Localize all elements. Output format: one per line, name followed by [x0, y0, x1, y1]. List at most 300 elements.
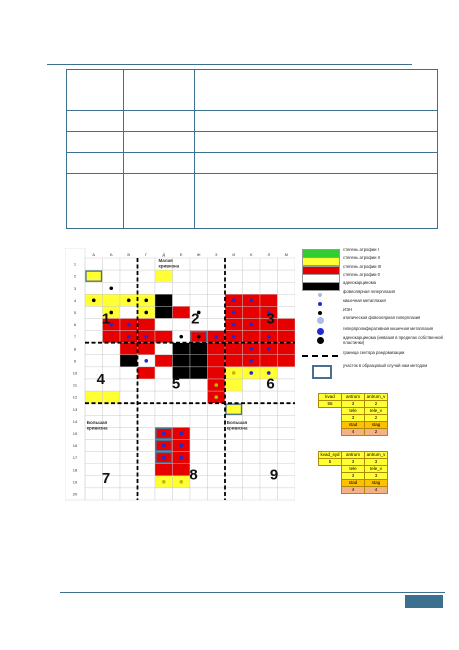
grid-cell — [208, 488, 226, 500]
grid-cell — [225, 464, 243, 476]
legend-label: гиперпролиферативная кишечная метаплазия — [343, 326, 434, 331]
column-label: З — [215, 252, 218, 257]
mini-table-2 — [318, 451, 388, 494]
grid-cell — [138, 391, 156, 403]
grid-cell — [173, 306, 191, 318]
grid-cell — [120, 403, 138, 415]
grid-cell — [190, 427, 208, 439]
curvature-label-small: Малая — [158, 258, 173, 263]
curvature-label-small: кривизна — [158, 263, 180, 269]
row-label: 6 — [73, 322, 77, 328]
grid-cell — [208, 319, 226, 331]
legend-label: аденокарцинома (инвазия в пределах собственной пластинки) — [343, 335, 443, 345]
legend-symbol — [302, 328, 338, 335]
grid-cell — [243, 282, 261, 294]
grid-cell — [120, 379, 138, 391]
grid-cell — [260, 403, 278, 415]
row-label: 1 — [73, 261, 77, 267]
mini-table-cell: 2 — [365, 401, 388, 408]
grid-cell — [155, 415, 173, 427]
grid-cell — [85, 258, 103, 270]
grid-cell — [190, 379, 208, 391]
metaplasia-dot — [214, 395, 218, 399]
legend-label: ИЭН — [343, 307, 353, 312]
grid-cell — [243, 391, 261, 403]
grid-cell — [155, 294, 173, 306]
grid-cell — [85, 440, 103, 452]
grid-cell — [208, 403, 226, 415]
grid-cell — [120, 452, 138, 464]
grid-cell — [278, 476, 296, 488]
mini-table-cell: 3 — [342, 401, 365, 408]
column-label: К — [250, 252, 253, 257]
grid-cell — [173, 488, 191, 500]
grid-cell — [278, 355, 296, 367]
mini-table-cell — [319, 487, 342, 494]
grid-cell — [120, 391, 138, 403]
mini-table-cell: antrum_v — [365, 452, 388, 459]
metaplasia-dot — [197, 335, 201, 339]
grid-cell — [243, 306, 261, 318]
metaplasia-dot — [249, 359, 253, 363]
grid-cell — [208, 440, 226, 452]
grid-cell — [120, 258, 138, 270]
grid-cell — [208, 282, 226, 294]
grid-cell — [103, 258, 121, 270]
metaplasia-dot — [162, 456, 166, 460]
legend-symbol — [312, 365, 332, 379]
column-label: Д — [162, 252, 166, 257]
sector-number: 8 — [189, 466, 198, 484]
table-cell — [124, 153, 195, 174]
bottom-rule — [60, 592, 445, 593]
mini-table-cell: stad — [342, 480, 365, 487]
metaplasia-dot — [232, 371, 236, 375]
grid-cell — [190, 294, 208, 306]
mini-table-cell: stag — [365, 480, 388, 487]
row-label: 8 — [73, 346, 77, 352]
table-cell — [195, 153, 438, 174]
metaplasia-dot — [109, 286, 113, 290]
metaplasia-dot — [144, 311, 148, 315]
grid-cell — [243, 440, 261, 452]
curvature-label-large-right: Большая — [226, 419, 248, 425]
grid-cell — [243, 258, 261, 270]
mini-table-cell: 3 — [365, 459, 388, 466]
grid-cell — [103, 294, 121, 306]
mini-table-cell — [319, 466, 342, 473]
mini-table-cell: 5 — [319, 459, 342, 466]
grid-cell — [260, 488, 278, 500]
grid-cell — [225, 488, 243, 500]
row-label: 13 — [72, 406, 78, 412]
grid-cell — [138, 464, 156, 476]
grid-cell — [155, 319, 173, 331]
column-label: А — [92, 252, 96, 257]
grid-cell — [278, 294, 296, 306]
grid-cell — [190, 488, 208, 500]
grid-cell — [138, 367, 156, 379]
grid-cell — [278, 452, 296, 464]
grid-cell — [190, 403, 208, 415]
legend-dot-icon — [317, 328, 324, 335]
grid-cell — [155, 343, 173, 355]
header-table — [66, 69, 438, 229]
grid-cell — [120, 476, 138, 488]
grid-cell — [190, 343, 208, 355]
grid-cell — [208, 452, 226, 464]
grid-cell — [138, 440, 156, 452]
grid-cell — [225, 379, 243, 391]
column-label: Л — [267, 252, 271, 257]
table-cell — [195, 132, 438, 153]
mini-table-cell: kvad_syd — [320, 452, 340, 457]
grid-cell — [155, 282, 173, 294]
grid-cell — [208, 415, 226, 427]
metaplasia-dot — [232, 311, 236, 315]
grid-cell — [225, 282, 243, 294]
grid-cell — [278, 415, 296, 427]
legend-label: кишечная метаплазия — [343, 298, 386, 303]
grid-cell — [155, 488, 173, 500]
grid-cell — [278, 319, 296, 331]
grid-cell — [103, 391, 121, 403]
grid-cell — [278, 403, 296, 415]
metaplasia-dot — [232, 323, 236, 327]
mini-table-cell — [319, 415, 342, 422]
grid-cell — [190, 355, 208, 367]
row-label: 10 — [72, 370, 78, 376]
legend-dot-icon — [318, 311, 322, 315]
grid-cell — [278, 282, 296, 294]
grid-cell — [243, 403, 261, 415]
grid-cell — [85, 452, 103, 464]
grid-cell — [103, 343, 121, 355]
grid-cell — [85, 306, 103, 318]
grid-cell — [243, 452, 261, 464]
grid-cell — [138, 476, 156, 488]
grid-cell — [138, 282, 156, 294]
legend-symbol — [302, 291, 338, 298]
column-label: Е — [179, 252, 183, 257]
grid-cell — [243, 379, 261, 391]
metaplasia-dot — [249, 323, 253, 327]
row-label: 12 — [72, 394, 78, 400]
mini-table-cell: 3 — [342, 473, 365, 480]
grid-cell — [138, 319, 156, 331]
table-cell — [124, 111, 195, 132]
grid-cell — [155, 367, 173, 379]
grid-cell — [138, 379, 156, 391]
mini-table-cell: tele_v — [365, 466, 388, 473]
mini-table-cell: 55 — [319, 401, 342, 408]
mini-table-cell: tele — [342, 466, 365, 473]
legend-item-random_region — [302, 364, 459, 373]
mini-table-cell: antrum — [342, 394, 365, 401]
mini-table-cell: 4 — [365, 487, 388, 494]
column-label: Ж — [196, 252, 201, 257]
legend-item-sector_border — [302, 351, 459, 360]
grid-cell — [103, 379, 121, 391]
mini-table-cell — [319, 429, 342, 436]
page-number-tab — [405, 595, 443, 608]
grid-cell — [225, 355, 243, 367]
legend-label: степень атрофии II — [343, 255, 380, 260]
grid-cell — [190, 258, 208, 270]
grid-cell — [103, 355, 121, 367]
grid-cell — [103, 367, 121, 379]
metaplasia-dot — [214, 383, 218, 387]
grid-cell — [260, 355, 278, 367]
grid-cell — [120, 343, 138, 355]
grid-cell — [225, 440, 243, 452]
table-cell — [124, 70, 195, 111]
row-label: 7 — [73, 334, 77, 340]
metaplasia-dot — [249, 347, 253, 351]
grid-cell — [173, 282, 191, 294]
metaplasia-dot — [127, 299, 131, 303]
grid-cell — [208, 258, 226, 270]
metaplasia-dot — [267, 335, 271, 339]
grid-cell — [155, 403, 173, 415]
mini-table-cell: antrum — [342, 452, 365, 459]
grid-cell — [190, 415, 208, 427]
grid-cell — [260, 270, 278, 282]
grid-cell — [278, 488, 296, 500]
mini-table-cell — [319, 480, 342, 487]
mini-table-cell — [319, 422, 342, 429]
sector-number: 5 — [171, 375, 181, 393]
grid-cell — [173, 294, 191, 306]
metaplasia-dot — [214, 335, 218, 339]
grid-cell — [155, 391, 173, 403]
grid-cell — [120, 464, 138, 476]
grid-cell — [225, 258, 243, 270]
mini-table-cell: 3 — [342, 415, 365, 422]
grid-cell — [243, 464, 261, 476]
grid-cell — [103, 440, 121, 452]
grid-cell — [208, 270, 226, 282]
mini-table-cell — [319, 473, 342, 480]
grid-cell — [190, 440, 208, 452]
mini-table-cell: 4 — [342, 487, 365, 494]
metaplasia-dot — [179, 335, 183, 339]
metaplasia-dot — [127, 335, 131, 339]
legend-symbol — [302, 337, 338, 344]
grid-cell — [85, 343, 103, 355]
table-cell — [67, 111, 124, 132]
grid-cell — [225, 343, 243, 355]
metaplasia-dot — [144, 335, 148, 339]
curvature-label-large-left: Большая — [86, 419, 108, 425]
grid-cell — [208, 306, 226, 318]
mini-table-cell: 2 — [365, 429, 388, 436]
grid-cell — [138, 415, 156, 427]
grid-cell — [120, 440, 138, 452]
row-label: 20 — [72, 491, 78, 497]
mini-table-cell: kvad — [319, 394, 342, 401]
grid-cell — [173, 403, 191, 415]
table-cell — [67, 70, 124, 111]
metaplasia-dot — [232, 299, 236, 303]
mini-table-cell: 3 — [342, 459, 365, 466]
metaplasia-dot — [179, 444, 183, 448]
grid-cell — [278, 391, 296, 403]
grid-cell — [173, 391, 191, 403]
row-label: 15 — [72, 430, 78, 436]
table-cell — [124, 132, 195, 153]
mini-table-cell: antrum_v — [365, 394, 388, 401]
grid-cell — [260, 258, 278, 270]
grid-cell — [138, 427, 156, 439]
grid-cell — [190, 282, 208, 294]
grid-cell — [138, 270, 156, 282]
legend-label: степень атрофии 0 — [343, 272, 380, 277]
grid-cell — [278, 440, 296, 452]
grid-cell — [155, 355, 173, 367]
grid-cell — [85, 319, 103, 331]
grid-cell — [155, 331, 173, 343]
grid-cell — [260, 452, 278, 464]
grid-cell — [208, 367, 226, 379]
grid-cell — [278, 258, 296, 270]
grid-cell — [190, 391, 208, 403]
grid-cell — [85, 282, 103, 294]
sector-number: 6 — [266, 375, 275, 393]
grid-cell — [278, 270, 296, 282]
sector-number: 9 — [269, 466, 279, 484]
row-label: 4 — [73, 297, 77, 303]
grid-cell — [260, 391, 278, 403]
grid-cell — [260, 440, 278, 452]
mini-table-1 — [318, 393, 388, 436]
column-label: Г — [145, 252, 148, 257]
legend-label: фовеолярная гиперплазия — [343, 289, 395, 294]
grid-cell — [225, 403, 243, 415]
grid-cell — [243, 270, 261, 282]
grid-cell — [208, 294, 226, 306]
grid-cell — [138, 403, 156, 415]
grid-cell — [120, 270, 138, 282]
mini-table-cell: stad — [342, 422, 365, 429]
sector-number: 4 — [96, 370, 105, 388]
legend-label: степень атрофии III — [343, 264, 382, 269]
legend-item-adeno_invasion — [302, 336, 459, 345]
mini-table-cell: 3 — [365, 473, 388, 480]
grid-cell — [173, 355, 191, 367]
grid-cell — [278, 343, 296, 355]
grid-cell — [155, 306, 173, 318]
grid-cell — [173, 343, 191, 355]
row-label: 16 — [72, 443, 78, 449]
grid-cell — [173, 270, 191, 282]
metaplasia-dot — [162, 432, 166, 436]
grid-cell — [173, 415, 191, 427]
metaplasia-dot — [162, 480, 166, 484]
column-label: М — [284, 252, 288, 257]
legend-label: степень атрофии I — [343, 247, 379, 252]
row-label: 3 — [73, 285, 77, 291]
mini-table-cell: tele_v — [365, 408, 388, 415]
legend-dot-icon — [317, 317, 324, 324]
grid-cell — [85, 476, 103, 488]
column-label: В — [127, 252, 131, 257]
grid-cell — [120, 306, 138, 318]
grid-cell — [208, 464, 226, 476]
legend-dot-icon — [318, 302, 322, 306]
row-label: 14 — [72, 418, 78, 424]
table-cell — [195, 111, 438, 132]
grid-cell — [85, 270, 103, 282]
top-rule — [47, 64, 412, 65]
grid-cell — [225, 391, 243, 403]
stomach-map-grid — [65, 248, 295, 506]
mini-table-cell: 4 — [342, 429, 365, 436]
grid-cell — [155, 464, 173, 476]
metaplasia-dot — [162, 444, 166, 448]
mini-table-cell — [319, 408, 342, 415]
grid-cell — [103, 270, 121, 282]
legend-symbol — [302, 300, 338, 307]
row-label: 17 — [72, 455, 78, 461]
metaplasia-dot — [92, 299, 96, 303]
legend-symbol — [302, 317, 338, 324]
grid-cell — [208, 355, 226, 367]
row-label: 5 — [73, 309, 77, 315]
table-cell — [67, 174, 124, 229]
table-cell — [195, 174, 438, 229]
legend-label: участок в образцовый случай нам методом — [343, 363, 428, 368]
grid-cell — [278, 427, 296, 439]
mini-table-cell: stag — [365, 422, 388, 429]
table-cell — [67, 153, 124, 174]
grid-cell — [243, 331, 261, 343]
sector-number: 7 — [101, 470, 111, 488]
legend-label: аденокарцинома — [343, 280, 376, 285]
grid-cell — [85, 331, 103, 343]
grid-cell — [85, 464, 103, 476]
grid-cell — [190, 452, 208, 464]
column-label: Б — [109, 252, 113, 257]
metaplasia-dot — [249, 371, 253, 375]
row-label: 18 — [72, 467, 78, 473]
row-label: 9 — [73, 358, 77, 364]
grid-cell — [278, 379, 296, 391]
row-label: 19 — [72, 479, 78, 485]
table-cell — [195, 70, 438, 111]
grid-cell — [138, 258, 156, 270]
sector-number: 3 — [266, 310, 275, 328]
row-label: 2 — [73, 273, 77, 279]
grid-cell — [243, 488, 261, 500]
grid-cell — [120, 488, 138, 500]
row-label: 11 — [72, 382, 78, 388]
grid-cell — [225, 270, 243, 282]
grid-cell — [138, 343, 156, 355]
grid-cell — [85, 488, 103, 500]
grid-cell — [103, 403, 121, 415]
legend-label: граница сектора рандомизации — [343, 350, 405, 355]
sector-number: 1 — [101, 310, 111, 328]
metaplasia-dot — [232, 335, 236, 339]
grid-cell — [225, 476, 243, 488]
legend-symbol — [302, 309, 338, 316]
table-cell — [67, 132, 124, 153]
metaplasia-dot — [144, 359, 148, 363]
grid-cell — [138, 452, 156, 464]
metaplasia-dot — [179, 456, 183, 460]
legend-dot-icon — [317, 337, 324, 344]
